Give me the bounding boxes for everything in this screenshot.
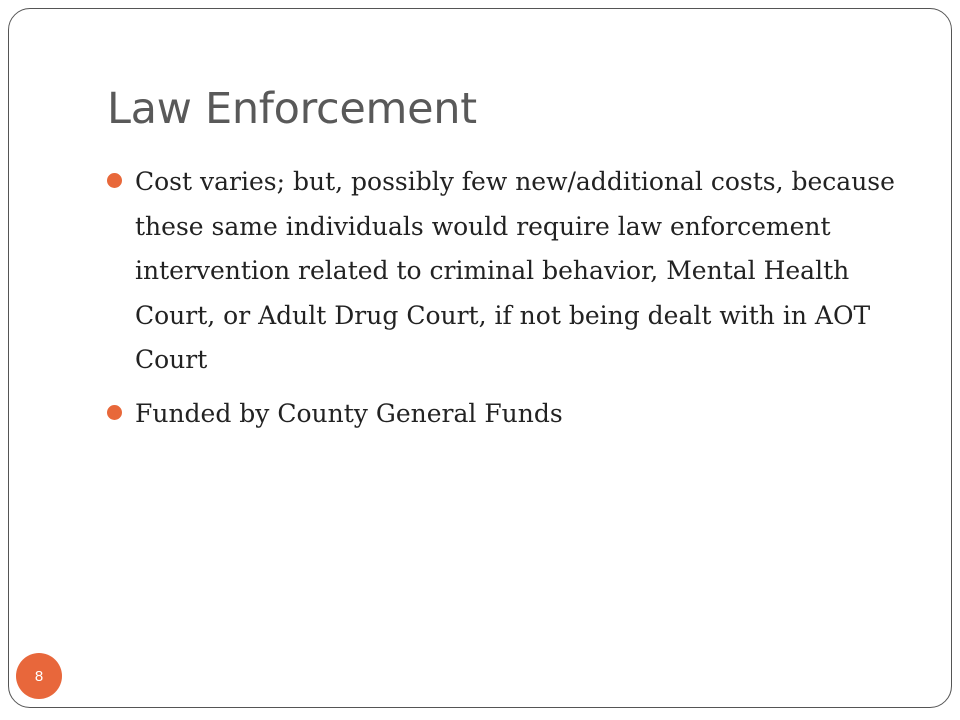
bullet-text: Funded by County General Funds (135, 398, 563, 428)
page-number: 8 (34, 667, 44, 685)
bullet-dot-icon (107, 173, 122, 188)
bullet-dot-icon (107, 405, 122, 420)
bullet-list (106, 160, 906, 445)
bullet-item (106, 392, 906, 437)
bullet-item (106, 160, 906, 383)
slide-title: Law Enforcement (107, 84, 477, 134)
page-number-badge (16, 653, 62, 699)
bullet-text: Cost varies; but, possibly few new/additional costs, because these same individuals would require law enforcement intervention related to criminal behavior, Mental Health Court, or Adult Drug Court, if not being dealt with in AOT Court (135, 167, 895, 374)
